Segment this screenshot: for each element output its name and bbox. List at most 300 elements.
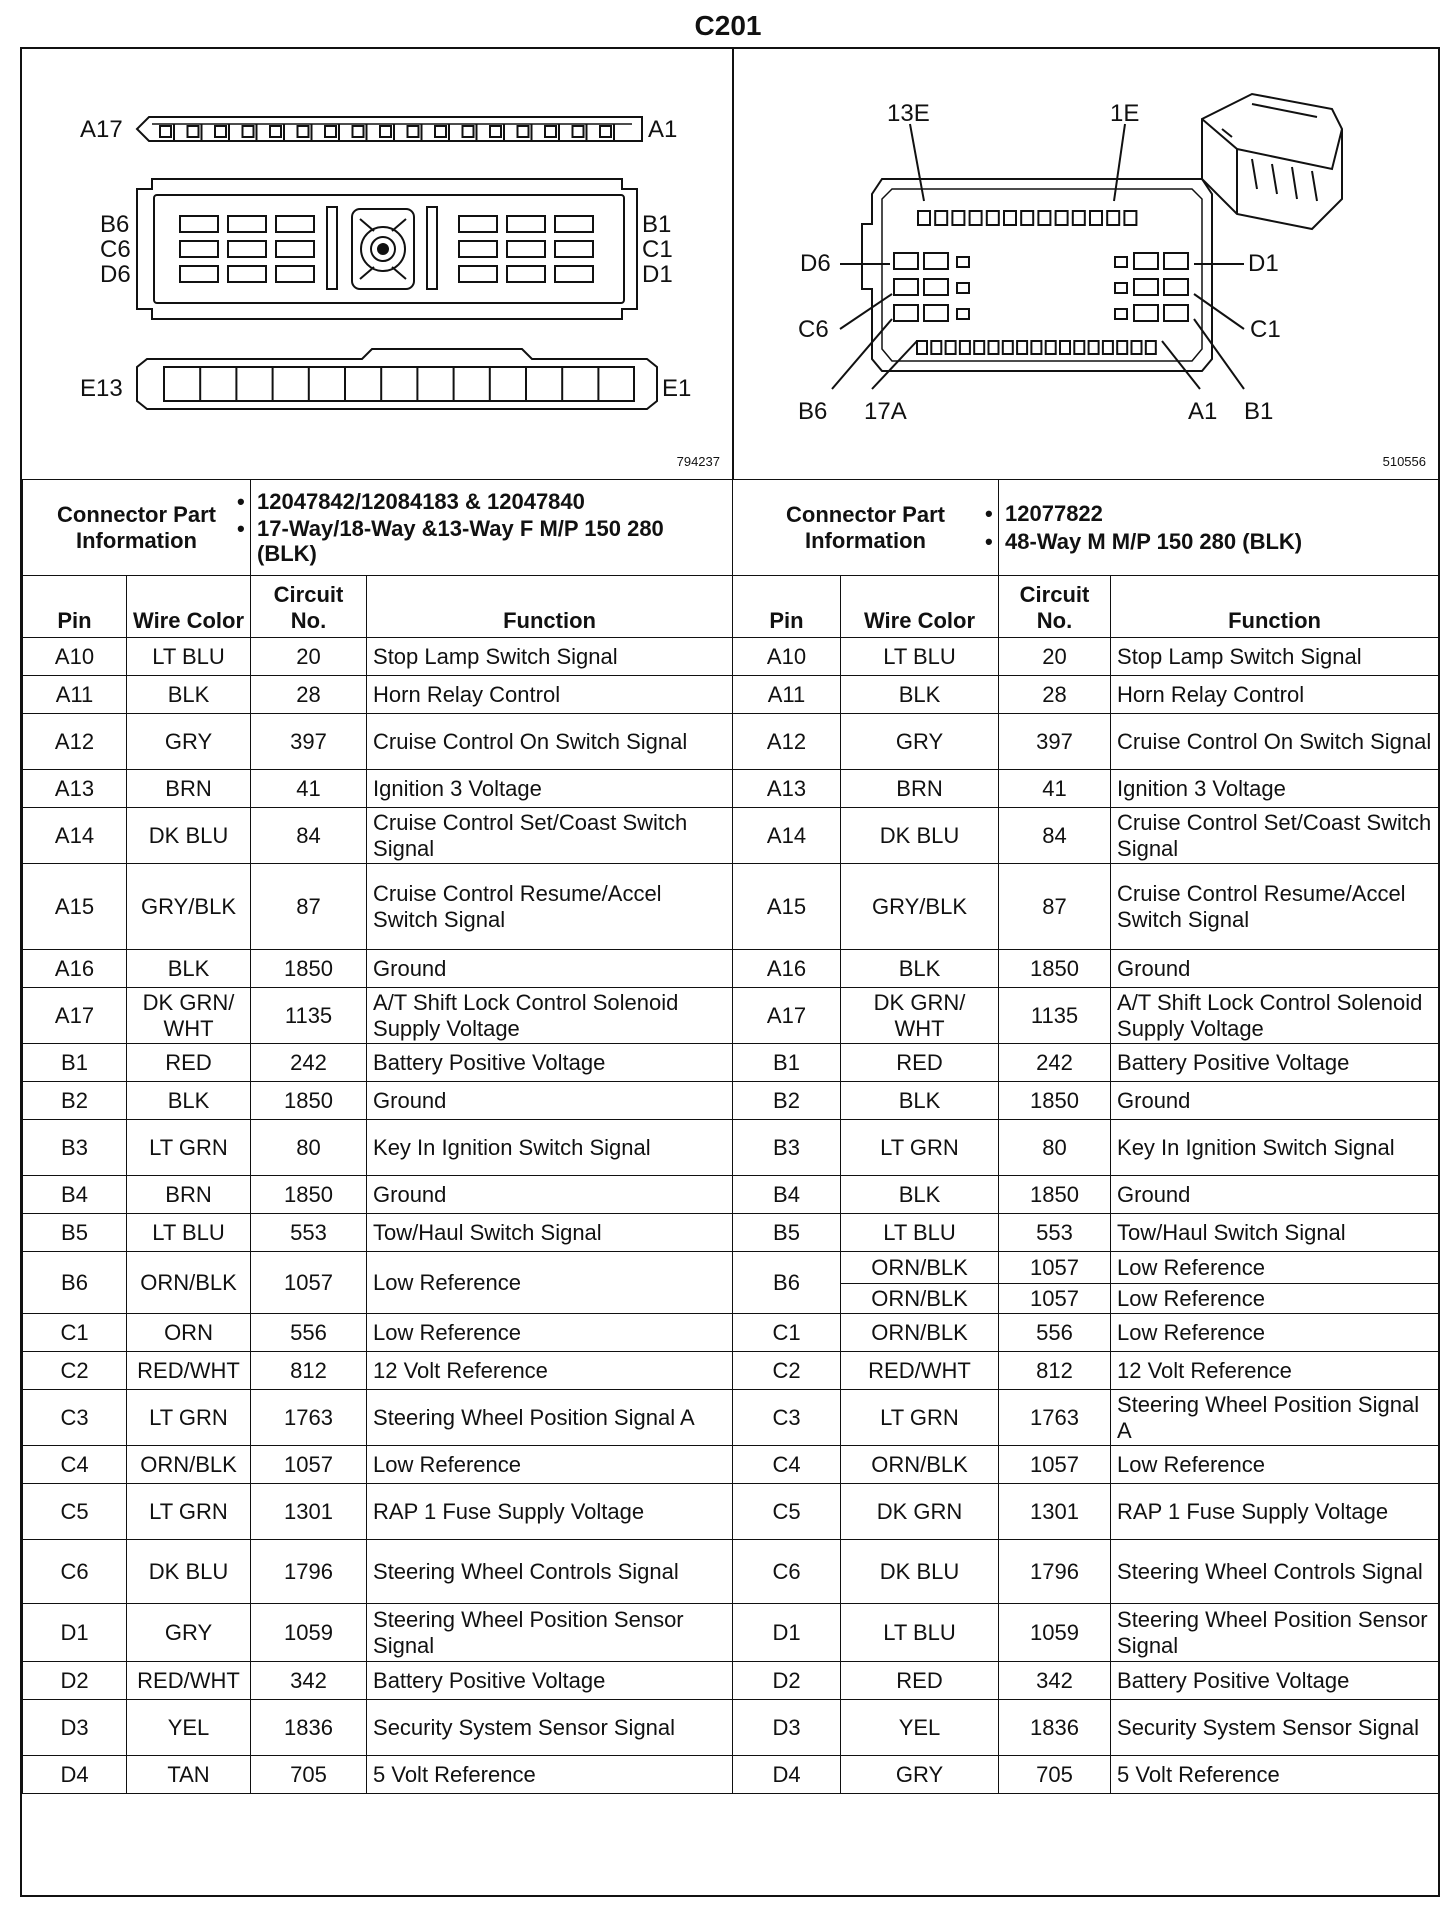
wire-color-cell: DK BLU xyxy=(841,808,999,864)
function-cell: Steering Wheel Position Sensor Signal xyxy=(1111,1604,1439,1662)
function-cell: 5 Volt Reference xyxy=(1111,1756,1439,1794)
cavity xyxy=(1089,341,1099,354)
circuit-cell: 705 xyxy=(999,1756,1111,1794)
page-title: C201 xyxy=(694,10,762,41)
label-c1: C1 xyxy=(642,236,673,263)
cavity xyxy=(1074,341,1084,354)
pin-cell: B4 xyxy=(733,1176,841,1214)
cavity xyxy=(507,266,545,282)
cavity xyxy=(459,216,497,232)
table-row xyxy=(733,1214,1439,1252)
wire-color-cell: LT BLU xyxy=(841,1604,999,1662)
cavity xyxy=(380,126,391,137)
circuit-cell: 1059 xyxy=(999,1604,1111,1662)
table-row xyxy=(733,1700,1439,1756)
pin-cell: C1 xyxy=(23,1314,127,1352)
pin-cell: C2 xyxy=(733,1352,841,1390)
cavity xyxy=(228,216,266,232)
function-cell: Battery Positive Voltage xyxy=(367,1044,733,1082)
table-row xyxy=(733,1176,1439,1214)
wire-color-cell: BLK xyxy=(841,1082,999,1120)
pin-cell: D2 xyxy=(23,1662,127,1700)
circuit-cell: 812 xyxy=(251,1352,367,1390)
cavity xyxy=(408,126,419,137)
label-13e: 13E xyxy=(887,100,930,127)
wire-color-cell: DK GRN xyxy=(841,1484,999,1540)
circuit-cell: 242 xyxy=(251,1044,367,1082)
pin-cell: C6 xyxy=(23,1540,127,1604)
function-cell: Low Reference xyxy=(367,1252,733,1314)
label-a1: A1 xyxy=(1188,398,1218,425)
cavity xyxy=(1134,305,1158,321)
cavity xyxy=(1132,341,1142,354)
connector-part-info-label: Connector Part Information xyxy=(733,480,999,576)
table-row xyxy=(23,1390,733,1446)
pin-cell: A11 xyxy=(23,676,127,714)
table-row xyxy=(23,1252,733,1314)
wire-color-cell: LT BLU xyxy=(841,638,999,676)
function-cell: Tow/Haul Switch Signal xyxy=(1111,1214,1439,1252)
function-cell: Ground xyxy=(1111,1082,1439,1120)
wire-color-cell: LT GRN xyxy=(127,1120,251,1176)
table-row xyxy=(733,638,1439,676)
wire-color-cell: RED/WHT xyxy=(127,1662,251,1700)
wire-color-cell: BLK xyxy=(127,950,251,988)
cavity xyxy=(1103,341,1113,354)
table-row xyxy=(733,1540,1439,1604)
wire-color-cell: ORN/BLK xyxy=(841,1446,999,1484)
label-1e: 1E xyxy=(1110,100,1140,127)
wire-color-cell: RED/WHT xyxy=(841,1352,999,1390)
function-cell: Cruise Control Resume/Accel Switch Signal xyxy=(1111,864,1439,950)
cavity xyxy=(180,216,218,232)
label-b1: B1 xyxy=(1244,398,1274,425)
circuit-cell: 705 xyxy=(251,1756,367,1794)
pin-cell: B3 xyxy=(733,1120,841,1176)
label-b1: B1 xyxy=(642,211,672,238)
function-cell: Battery Positive Voltage xyxy=(1111,1662,1439,1700)
table-row xyxy=(23,1662,733,1700)
table-row xyxy=(23,1314,733,1352)
wire-color-cell: ORN/BLK xyxy=(127,1252,251,1314)
function-cell: Ground xyxy=(1111,950,1439,988)
cavity xyxy=(228,241,266,257)
wire-color-cell: GRY/BLK xyxy=(841,864,999,950)
cavity xyxy=(1021,211,1033,225)
right-connector-figure xyxy=(732,49,1438,479)
pin-cell: B1 xyxy=(23,1044,127,1082)
circuit-cell: 1057 xyxy=(251,1252,367,1314)
pin-cell: B5 xyxy=(23,1214,127,1252)
wire-color-cell: BRN xyxy=(127,770,251,808)
cavity xyxy=(1134,279,1158,295)
cavity xyxy=(960,341,970,354)
table-row xyxy=(733,1352,1439,1390)
circuit-header: Circuit No. xyxy=(999,576,1111,638)
function-cell: Steering Wheel Position Signal A xyxy=(367,1390,733,1446)
figure-id: 794237 xyxy=(676,454,720,469)
pin-cell: C6 xyxy=(733,1540,841,1604)
wire-color-cell: BLK xyxy=(841,676,999,714)
circuit-cell: 80 xyxy=(999,1120,1111,1176)
pin-cell: A17 xyxy=(733,988,841,1044)
pin-cell: B3 xyxy=(23,1120,127,1176)
table-row xyxy=(733,988,1439,1044)
cavity xyxy=(180,266,218,282)
wire-color-cell: RED xyxy=(841,1662,999,1700)
function-cell: Cruise Control Set/Coast Switch Signal xyxy=(367,808,733,864)
cavity xyxy=(931,341,941,354)
function-cell: RAP 1 Fuse Supply Voltage xyxy=(367,1484,733,1540)
pin-cell: B6 xyxy=(23,1252,127,1314)
cavity xyxy=(1056,211,1068,225)
table-row xyxy=(23,950,733,988)
label-d1: D1 xyxy=(642,261,673,288)
pin-cell: D3 xyxy=(23,1700,127,1756)
cavity xyxy=(270,126,281,137)
table-row xyxy=(23,1120,733,1176)
pin-header: Pin xyxy=(23,576,127,638)
cavity xyxy=(894,305,918,321)
wire-color-cell: YEL xyxy=(841,1700,999,1756)
circuit-cell: 342 xyxy=(251,1662,367,1700)
table-row xyxy=(733,1484,1439,1540)
pin-cell: B5 xyxy=(733,1214,841,1252)
circuit-cell: 1059 xyxy=(251,1604,367,1662)
wire-color-cell: DK BLU xyxy=(841,1540,999,1604)
pin-cell: C2 xyxy=(23,1352,127,1390)
right-pin-table xyxy=(732,479,1439,1794)
table-row xyxy=(23,1700,733,1756)
cavity xyxy=(459,266,497,282)
wire-color-cell: RED/WHT xyxy=(127,1352,251,1390)
function-cell: Low Reference xyxy=(367,1314,733,1352)
table-row xyxy=(733,1446,1439,1484)
cavity xyxy=(1003,341,1013,354)
function-cell: Cruise Control On Switch Signal xyxy=(367,714,733,770)
pin-cell: C5 xyxy=(23,1484,127,1540)
pin-cell: A10 xyxy=(733,638,841,676)
circuit-cell: 1850 xyxy=(999,950,1111,988)
cavity xyxy=(1031,341,1041,354)
wire-color-cell: LT GRN xyxy=(127,1390,251,1446)
table-row xyxy=(733,1662,1439,1700)
circuit-cell: 397 xyxy=(251,714,367,770)
circuit-cell: 342 xyxy=(999,1662,1111,1700)
circuit-cell: 242 xyxy=(999,1044,1111,1082)
table-row xyxy=(733,1390,1439,1446)
table-row xyxy=(733,676,1439,714)
cavity xyxy=(935,211,947,225)
pin-cell: B1 xyxy=(733,1044,841,1082)
circuit-cell: 84 xyxy=(999,808,1111,864)
connector-part-info: • 12077822 • 48-Way M M/P 150 280 (BLK) xyxy=(999,480,1439,576)
wire-color-header: Wire Color xyxy=(127,576,251,638)
table-row xyxy=(733,770,1439,808)
circuit-cell: 1836 xyxy=(251,1700,367,1756)
pin-cell: D4 xyxy=(733,1756,841,1794)
wire-color-cell: DK BLU xyxy=(127,808,251,864)
function-cell: A/T Shift Lock Control Solenoid Supply Voltage xyxy=(367,988,733,1044)
table-row xyxy=(23,676,733,714)
wire-color-cell: DK GRN/ WHT xyxy=(127,988,251,1044)
cavity xyxy=(1017,341,1027,354)
function-cell: Steering Wheel Controls Signal xyxy=(367,1540,733,1604)
connector-frame xyxy=(20,47,1440,1897)
table-row xyxy=(733,1044,1439,1082)
function-cell: 12 Volt Reference xyxy=(1111,1352,1439,1390)
pin-cell: C1 xyxy=(733,1314,841,1352)
pin-cell: C3 xyxy=(733,1390,841,1446)
function-cell: Low Reference xyxy=(367,1446,733,1484)
circuit-cell: 41 xyxy=(251,770,367,808)
function-cell: Horn Relay Control xyxy=(367,676,733,714)
circuit-cell: 1135 xyxy=(251,988,367,1044)
pin-cell: A14 xyxy=(23,808,127,864)
function-cell: 12 Volt Reference xyxy=(367,1352,733,1390)
wire-color-cell: GRY xyxy=(841,1756,999,1794)
wire-color-cell: GRY xyxy=(127,1604,251,1662)
table-row xyxy=(23,1446,733,1484)
figure-id: 510556 xyxy=(1382,454,1426,469)
wire-color-cell: GRY/BLK xyxy=(127,864,251,950)
pin-cell: A15 xyxy=(23,864,127,950)
circuit-cell: 1057 xyxy=(999,1252,1111,1284)
wire-color-cell: LT BLU xyxy=(127,1214,251,1252)
circuit-cell: 87 xyxy=(251,864,367,950)
pin-cell: A11 xyxy=(733,676,841,714)
pin-cell: C5 xyxy=(733,1484,841,1540)
cavity xyxy=(555,216,593,232)
function-cell: Security System Sensor Signal xyxy=(1111,1700,1439,1756)
circuit-cell: 1763 xyxy=(251,1390,367,1446)
wire-color-cell: BLK xyxy=(127,1082,251,1120)
cavity xyxy=(463,126,474,137)
label-c6: C6 xyxy=(798,316,829,343)
table-row xyxy=(733,950,1439,988)
function-cell: Steering Wheel Position Signal A xyxy=(1111,1390,1439,1446)
cavity xyxy=(276,241,314,257)
wire-color-cell: ORN/BLK xyxy=(841,1314,999,1352)
cavity xyxy=(507,216,545,232)
pin-cell: A14 xyxy=(733,808,841,864)
circuit-cell: 1763 xyxy=(999,1390,1111,1446)
function-cell: Cruise Control Resume/Accel Switch Signal xyxy=(367,864,733,950)
table-row xyxy=(23,638,733,676)
cavity xyxy=(1004,211,1016,225)
cavity xyxy=(957,257,969,267)
circuit-cell: 84 xyxy=(251,808,367,864)
wire-color-cell: GRY xyxy=(127,714,251,770)
cavity xyxy=(228,266,266,282)
cavity xyxy=(573,126,584,137)
table-row xyxy=(23,1044,733,1082)
circuit-cell: 1135 xyxy=(999,988,1111,1044)
cavity xyxy=(987,211,999,225)
circuit-cell: 28 xyxy=(251,676,367,714)
function-cell: Stop Lamp Switch Signal xyxy=(1111,638,1439,676)
cavity xyxy=(894,253,918,269)
table-row xyxy=(733,714,1439,770)
cavity xyxy=(1107,211,1119,225)
wire-color-cell: LT GRN xyxy=(841,1120,999,1176)
cavity xyxy=(894,279,918,295)
wire-color-cell: BLK xyxy=(127,676,251,714)
cavity xyxy=(1115,283,1127,293)
cavity xyxy=(353,126,364,137)
label-c1: C1 xyxy=(1250,316,1281,343)
table-row xyxy=(733,1120,1439,1176)
table-row xyxy=(733,1252,1439,1284)
cavity xyxy=(957,309,969,319)
cavity xyxy=(160,126,171,137)
pin-cell: D1 xyxy=(733,1604,841,1662)
cavity xyxy=(1090,211,1102,225)
label-d6: D6 xyxy=(800,250,831,277)
wire-color-cell: ORN/BLK xyxy=(841,1252,999,1284)
wire-color-cell: LT BLU xyxy=(127,638,251,676)
pin-cell: B6 xyxy=(733,1252,841,1314)
pin-cell: A12 xyxy=(23,714,127,770)
circuit-cell: 553 xyxy=(251,1214,367,1252)
cavity xyxy=(600,126,611,137)
table-row xyxy=(733,1604,1439,1662)
function-cell: Battery Positive Voltage xyxy=(367,1662,733,1700)
table-row xyxy=(733,1314,1439,1352)
pin-cell: A17 xyxy=(23,988,127,1044)
wire-color-cell: ORN xyxy=(127,1314,251,1352)
cavity xyxy=(507,241,545,257)
wire-color-cell: BRN xyxy=(127,1176,251,1214)
cavity xyxy=(957,283,969,293)
function-cell: Low Reference xyxy=(1111,1284,1439,1314)
left-pin-table xyxy=(22,479,733,1794)
cavity xyxy=(1117,341,1127,354)
table-row xyxy=(733,808,1439,864)
cavity xyxy=(1164,253,1188,269)
cavity xyxy=(989,341,999,354)
cavity xyxy=(946,341,956,354)
label-b6: B6 xyxy=(798,398,828,425)
label-e1: E1 xyxy=(662,375,692,402)
pin-cell: D3 xyxy=(733,1700,841,1756)
cavity xyxy=(1046,341,1056,354)
table-row xyxy=(23,1214,733,1252)
function-cell: Key In Ignition Switch Signal xyxy=(1111,1120,1439,1176)
circuit-cell: 1850 xyxy=(251,1082,367,1120)
wire-color-header: Wire Color xyxy=(841,576,999,638)
cavity xyxy=(924,279,948,295)
table-row xyxy=(23,1604,733,1662)
cavity xyxy=(1073,211,1085,225)
cavity xyxy=(974,341,984,354)
cavity xyxy=(970,211,982,225)
circuit-cell: 1850 xyxy=(251,950,367,988)
wire-color-cell: ORN/BLK xyxy=(127,1446,251,1484)
label-d1: D1 xyxy=(1248,250,1279,277)
table-row xyxy=(23,1352,733,1390)
cavity xyxy=(490,126,501,137)
circuit-cell: 812 xyxy=(999,1352,1111,1390)
pin-cell: A16 xyxy=(733,950,841,988)
pin-cell: C3 xyxy=(23,1390,127,1446)
circuit-cell: 1057 xyxy=(251,1446,367,1484)
circuit-cell: 1301 xyxy=(251,1484,367,1540)
function-cell: Ignition 3 Voltage xyxy=(1111,770,1439,808)
function-cell: A/T Shift Lock Control Solenoid Supply Voltage xyxy=(1111,988,1439,1044)
table-row xyxy=(23,1082,733,1120)
function-header: Function xyxy=(1111,576,1439,638)
circuit-cell: 553 xyxy=(999,1214,1111,1252)
pin-cell: C4 xyxy=(23,1446,127,1484)
wire-color-cell: BRN xyxy=(841,770,999,808)
function-cell: Low Reference xyxy=(1111,1314,1439,1352)
pin-cell: A16 xyxy=(23,950,127,988)
pin-cell: D2 xyxy=(733,1662,841,1700)
function-cell: Battery Positive Voltage xyxy=(1111,1044,1439,1082)
function-cell: Security System Sensor Signal xyxy=(367,1700,733,1756)
cavity xyxy=(924,305,948,321)
label-17a: 17A xyxy=(864,398,907,425)
function-cell: Ground xyxy=(367,950,733,988)
cavity xyxy=(1164,305,1188,321)
function-cell: Steering Wheel Position Sensor Signal xyxy=(367,1604,733,1662)
wire-color-cell: DK BLU xyxy=(127,1540,251,1604)
circuit-cell: 1850 xyxy=(999,1176,1111,1214)
circuit-header: Circuit No. xyxy=(251,576,367,638)
pin-cell: D4 xyxy=(23,1756,127,1794)
function-cell: Ground xyxy=(367,1176,733,1214)
cavity xyxy=(188,126,199,137)
cavity xyxy=(276,216,314,232)
function-cell: Ground xyxy=(1111,1176,1439,1214)
pin-header: Pin xyxy=(733,576,841,638)
circuit-cell: 80 xyxy=(251,1120,367,1176)
pin-cell: A13 xyxy=(23,770,127,808)
wire-color-cell: YEL xyxy=(127,1700,251,1756)
circuit-cell: 28 xyxy=(999,676,1111,714)
label-c6: C6 xyxy=(100,236,131,263)
table-row xyxy=(23,1540,733,1604)
table-row xyxy=(23,864,733,950)
wire-color-cell: RED xyxy=(127,1044,251,1082)
wire-color-cell: RED xyxy=(841,1044,999,1082)
table-row xyxy=(733,1756,1439,1794)
connector-part-info-label: Connector Part Information xyxy=(23,480,251,576)
circuit-cell: 1836 xyxy=(999,1700,1111,1756)
pin-cell: A12 xyxy=(733,714,841,770)
wire-color-cell: LT BLU xyxy=(841,1214,999,1252)
cavity xyxy=(180,241,218,257)
table-row xyxy=(23,1756,733,1794)
cavity xyxy=(1124,211,1136,225)
function-cell: Key In Ignition Switch Signal xyxy=(367,1120,733,1176)
female-connector-drawing xyxy=(22,49,732,479)
wire-color-cell: LT GRN xyxy=(127,1484,251,1540)
table-row xyxy=(733,864,1439,950)
label-a17: A17 xyxy=(80,116,123,143)
function-cell: Cruise Control On Switch Signal xyxy=(1111,714,1439,770)
circuit-cell: 20 xyxy=(251,638,367,676)
wire-color-cell: LT GRN xyxy=(841,1390,999,1446)
wire-color-cell: TAN xyxy=(127,1756,251,1794)
cavity xyxy=(555,266,593,282)
table-row xyxy=(23,988,733,1044)
circuit-cell: 1796 xyxy=(999,1540,1111,1604)
cavity xyxy=(924,253,948,269)
wire-color-cell: BLK xyxy=(841,1176,999,1214)
label-a1: A1 xyxy=(648,116,678,143)
